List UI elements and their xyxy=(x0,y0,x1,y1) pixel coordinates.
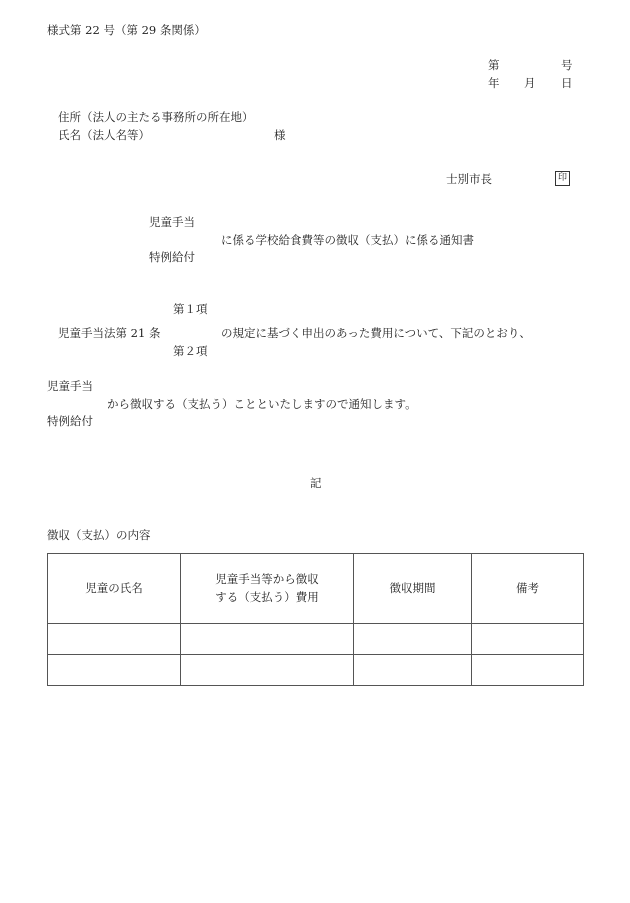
table-cell xyxy=(472,655,584,686)
date-month: 月 xyxy=(524,76,536,90)
header-child-name: 児童の氏名 xyxy=(48,554,181,624)
source-option-child-allowance: 児童手当 xyxy=(47,379,93,393)
table-header-row xyxy=(48,554,584,624)
paragraph-article-ref: 児童手当法第 21 条 xyxy=(58,326,161,340)
issuer-name: 士別市長 xyxy=(446,172,492,186)
ki-heading: 記 xyxy=(310,476,322,490)
recipient-name-label: 氏名（法人名等） xyxy=(58,128,150,142)
date-year: 年 xyxy=(488,76,500,90)
recipient-address-label: 住所（法人の主たる事務所の所在地） xyxy=(58,110,254,124)
paragraph-option-2: 第２項 xyxy=(173,344,208,358)
date-day: 日 xyxy=(561,76,573,90)
seal-mark: 印 xyxy=(555,171,570,186)
header-remarks: 備考 xyxy=(472,554,584,624)
source-option-special-benefit: 特例給付 xyxy=(47,414,93,428)
doc-number-prefix: 第 xyxy=(488,58,500,72)
title-option-special-benefit: 特例給付 xyxy=(149,250,195,264)
document-title: に係る学校給食費等の徴収（支払）に係る通知書 xyxy=(221,233,474,247)
table-cell xyxy=(48,655,181,686)
title-option-child-allowance: 児童手当 xyxy=(149,215,195,229)
doc-number-suffix: 号 xyxy=(561,58,573,72)
header-cost-line-1: 児童手当等から徴収 xyxy=(215,571,319,586)
table-cell xyxy=(48,624,181,655)
table-row xyxy=(48,624,584,655)
form-number: 様式第 22 号（第 29 条関係） xyxy=(47,23,206,37)
paragraph-body-2: から徴収する（支払う）ことといたしますので通知します。 xyxy=(107,397,417,411)
table-caption: 徴収（支払）の内容 xyxy=(47,528,151,542)
collection-details-table xyxy=(47,553,584,686)
table-row xyxy=(48,655,584,686)
table-cell xyxy=(354,624,472,655)
table-cell xyxy=(181,624,354,655)
paragraph-option-1: 第１項 xyxy=(173,302,208,316)
header-cost xyxy=(181,554,354,624)
table-cell xyxy=(472,624,584,655)
honorific: 様 xyxy=(274,128,286,142)
table-cell xyxy=(354,655,472,686)
table-cell xyxy=(181,655,354,686)
paragraph-body-1: の規定に基づく申出のあった費用について、下記のとおり、 xyxy=(221,326,531,340)
header-cost-line-2: する（支払う）費用 xyxy=(215,589,319,604)
header-collection-period: 徴収期間 xyxy=(354,554,472,624)
